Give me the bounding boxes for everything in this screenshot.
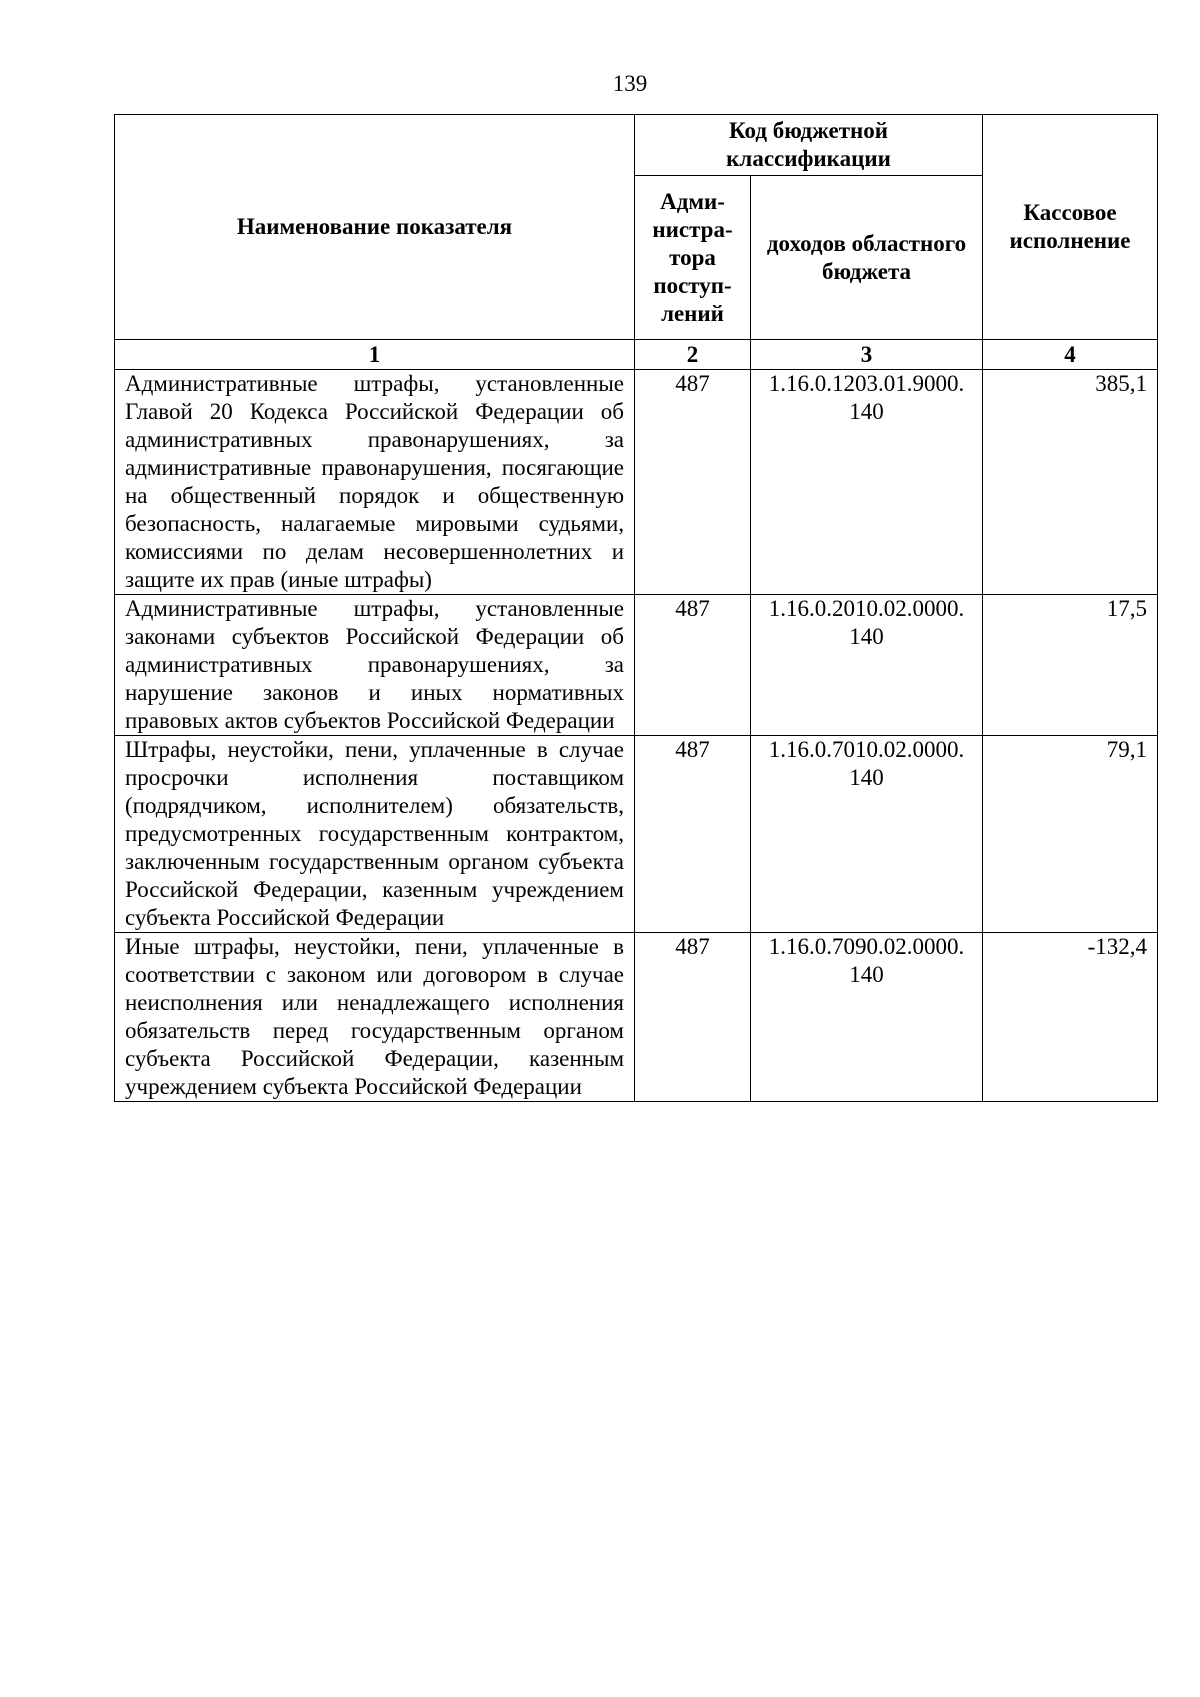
header-budget-code: Код бюджетной классификации xyxy=(635,115,983,176)
row-cash-execution: 79,1 xyxy=(983,736,1158,933)
row-income-code xyxy=(751,595,983,736)
row-income-code xyxy=(751,736,983,933)
header-administrator: Адми-нистра-тора поступ-лений xyxy=(635,176,751,340)
row-income-code xyxy=(751,933,983,1102)
header-indicator-name: Наименование показателя xyxy=(115,115,635,340)
column-number-4: 4 xyxy=(983,340,1158,370)
row-indicator-name: Административные штрафы, установленные Главой 20 Кодекса Российской Федерации об административных правонарушениях, за административные правонарушения, посягающие на общественный порядок и общественную безопасность, налагаемые мировыми судьями, комиссиями по делам несовершеннолетних и защите их прав (иные штрафы) xyxy=(115,370,635,595)
column-number-1: 1 xyxy=(115,340,635,370)
row-administrator-code: 487 xyxy=(635,370,751,595)
table-row xyxy=(115,595,1158,736)
income-code-suffix: 140 xyxy=(849,962,884,987)
row-indicator-name: Административные штрафы, установленные законами субъектов Российской Федерации об административных правонарушениях, за нарушение законов и иных нормативных правовых актов субъектов Российской Федерации xyxy=(115,595,635,736)
income-code-suffix: 140 xyxy=(849,765,884,790)
income-code-suffix: 140 xyxy=(849,399,884,424)
income-code-suffix: 140 xyxy=(849,624,884,649)
income-code-main: 1.16.0.1203.01.9000. xyxy=(768,371,965,396)
row-cash-execution: 385,1 xyxy=(983,370,1158,595)
income-code-main: 1.16.0.7010.02.0000. xyxy=(768,737,965,762)
header-cash-execution: Кассовое исполнение xyxy=(983,115,1158,340)
row-cash-execution: -132,4 xyxy=(983,933,1158,1102)
table-row xyxy=(115,736,1158,933)
income-code-main: 1.16.0.7090.02.0000. xyxy=(768,934,965,959)
row-administrator-code: 487 xyxy=(635,933,751,1102)
table-row xyxy=(115,370,1158,595)
row-indicator-name: Иные штрафы, неустойки, пени, уплаченные в соответствии с законом или договором в случае неисполнения или ненадлежащего исполнения обязательств перед государственным органом субъекта Российской Федерации, казенным учреждением субъекта Российской Федерации xyxy=(115,933,635,1102)
table-row xyxy=(115,933,1158,1102)
row-administrator-code: 487 xyxy=(635,595,751,736)
row-income-code xyxy=(751,370,983,595)
row-administrator-code: 487 xyxy=(635,736,751,933)
header-income-code: доходов областного бюджета xyxy=(751,176,983,340)
budget-revenue-table xyxy=(114,114,1158,1102)
column-number-3: 3 xyxy=(751,340,983,370)
page-number: 139 xyxy=(612,71,648,96)
income-code-main: 1.16.0.2010.02.0000. xyxy=(768,596,965,621)
column-number-2: 2 xyxy=(635,340,751,370)
row-indicator-name: Штрафы, неустойки, пени, уплаченные в случае просрочки исполнения поставщиком (подрядчиком, исполнителем) обязательств, предусмотренных государственным контрактом, заключенным государственным органом субъекта Российской Федерации, казенным учреждением субъекта Российской Федерации xyxy=(115,736,635,933)
row-cash-execution: 17,5 xyxy=(983,595,1158,736)
